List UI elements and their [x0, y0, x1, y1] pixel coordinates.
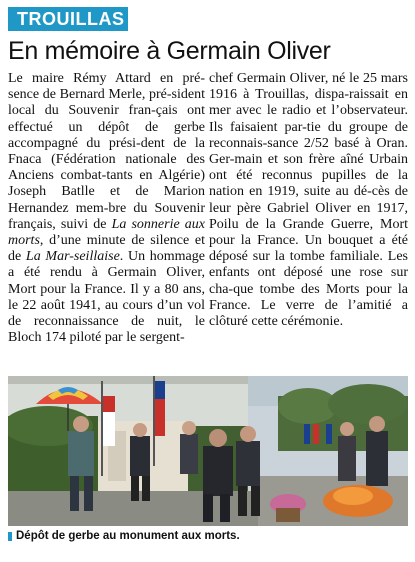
article-left-column — [8, 71, 205, 346]
left-text-1: Le maire Rémy Attard en pré-sence de Bernard Merle, pré-sident local du Souvenir fran-çais ont effectué un dépôt de gerbe accompagné du prési-dent de la Fnaca (Fédération nationale des Anciens combat-tants en Algérie) Joseph Batlle et de Marion Hernandez mem-bre du Souvenir français, suivi de — [8, 71, 205, 232]
ceremony-photo-illustration — [8, 376, 408, 526]
left-italic-2: La Mar-seillaise — [25, 249, 120, 265]
caption-marker — [8, 532, 12, 541]
left-italic-1: La sonnerie aux morts — [8, 216, 206, 249]
article-right-column — [209, 71, 408, 330]
ceremony-photo — [8, 376, 408, 526]
left-text-3: . Un hommage a été rendu à Germain Oliver, Mort pour la France. Il y a 80 ans, le 22 août 1941, au cours d’un vol de reconnaissance de nuit, le Bloch 174 piloté par le sergent- — [8, 249, 205, 346]
article-headline: En mémoire à Germain Oliver — [8, 37, 331, 65]
right-column-text: chef Germain Oliver, né le 25 mars 1916 à Trouillas, dispa-raissait en mer avec le radio et l’observateur. Ils faisaient par-tie du groupe de reconnais-sance 2/52 basé à Oran. Ger-main et son frère aîné Urbain ont été reconnus pupilles de la nation en 1919, suite au dé-cès de leur père Gabriel Oliver en 1917, Poilu de la Grande Guerre, Mort pour la France. Un bouquet a été déposé sur la tombe familiale. Les enfants ont déposé une rose sur cha-que tombe des Morts pour la France. Le verre de l’amitié a clôturé cette cérémonie. — [209, 71, 408, 330]
section-tag: TROUILLAS — [8, 7, 128, 31]
photo-caption: Dépôt de gerbe au monument aux morts. — [16, 530, 240, 542]
left-text-2: , d’une minute de silence et de — [8, 233, 205, 265]
